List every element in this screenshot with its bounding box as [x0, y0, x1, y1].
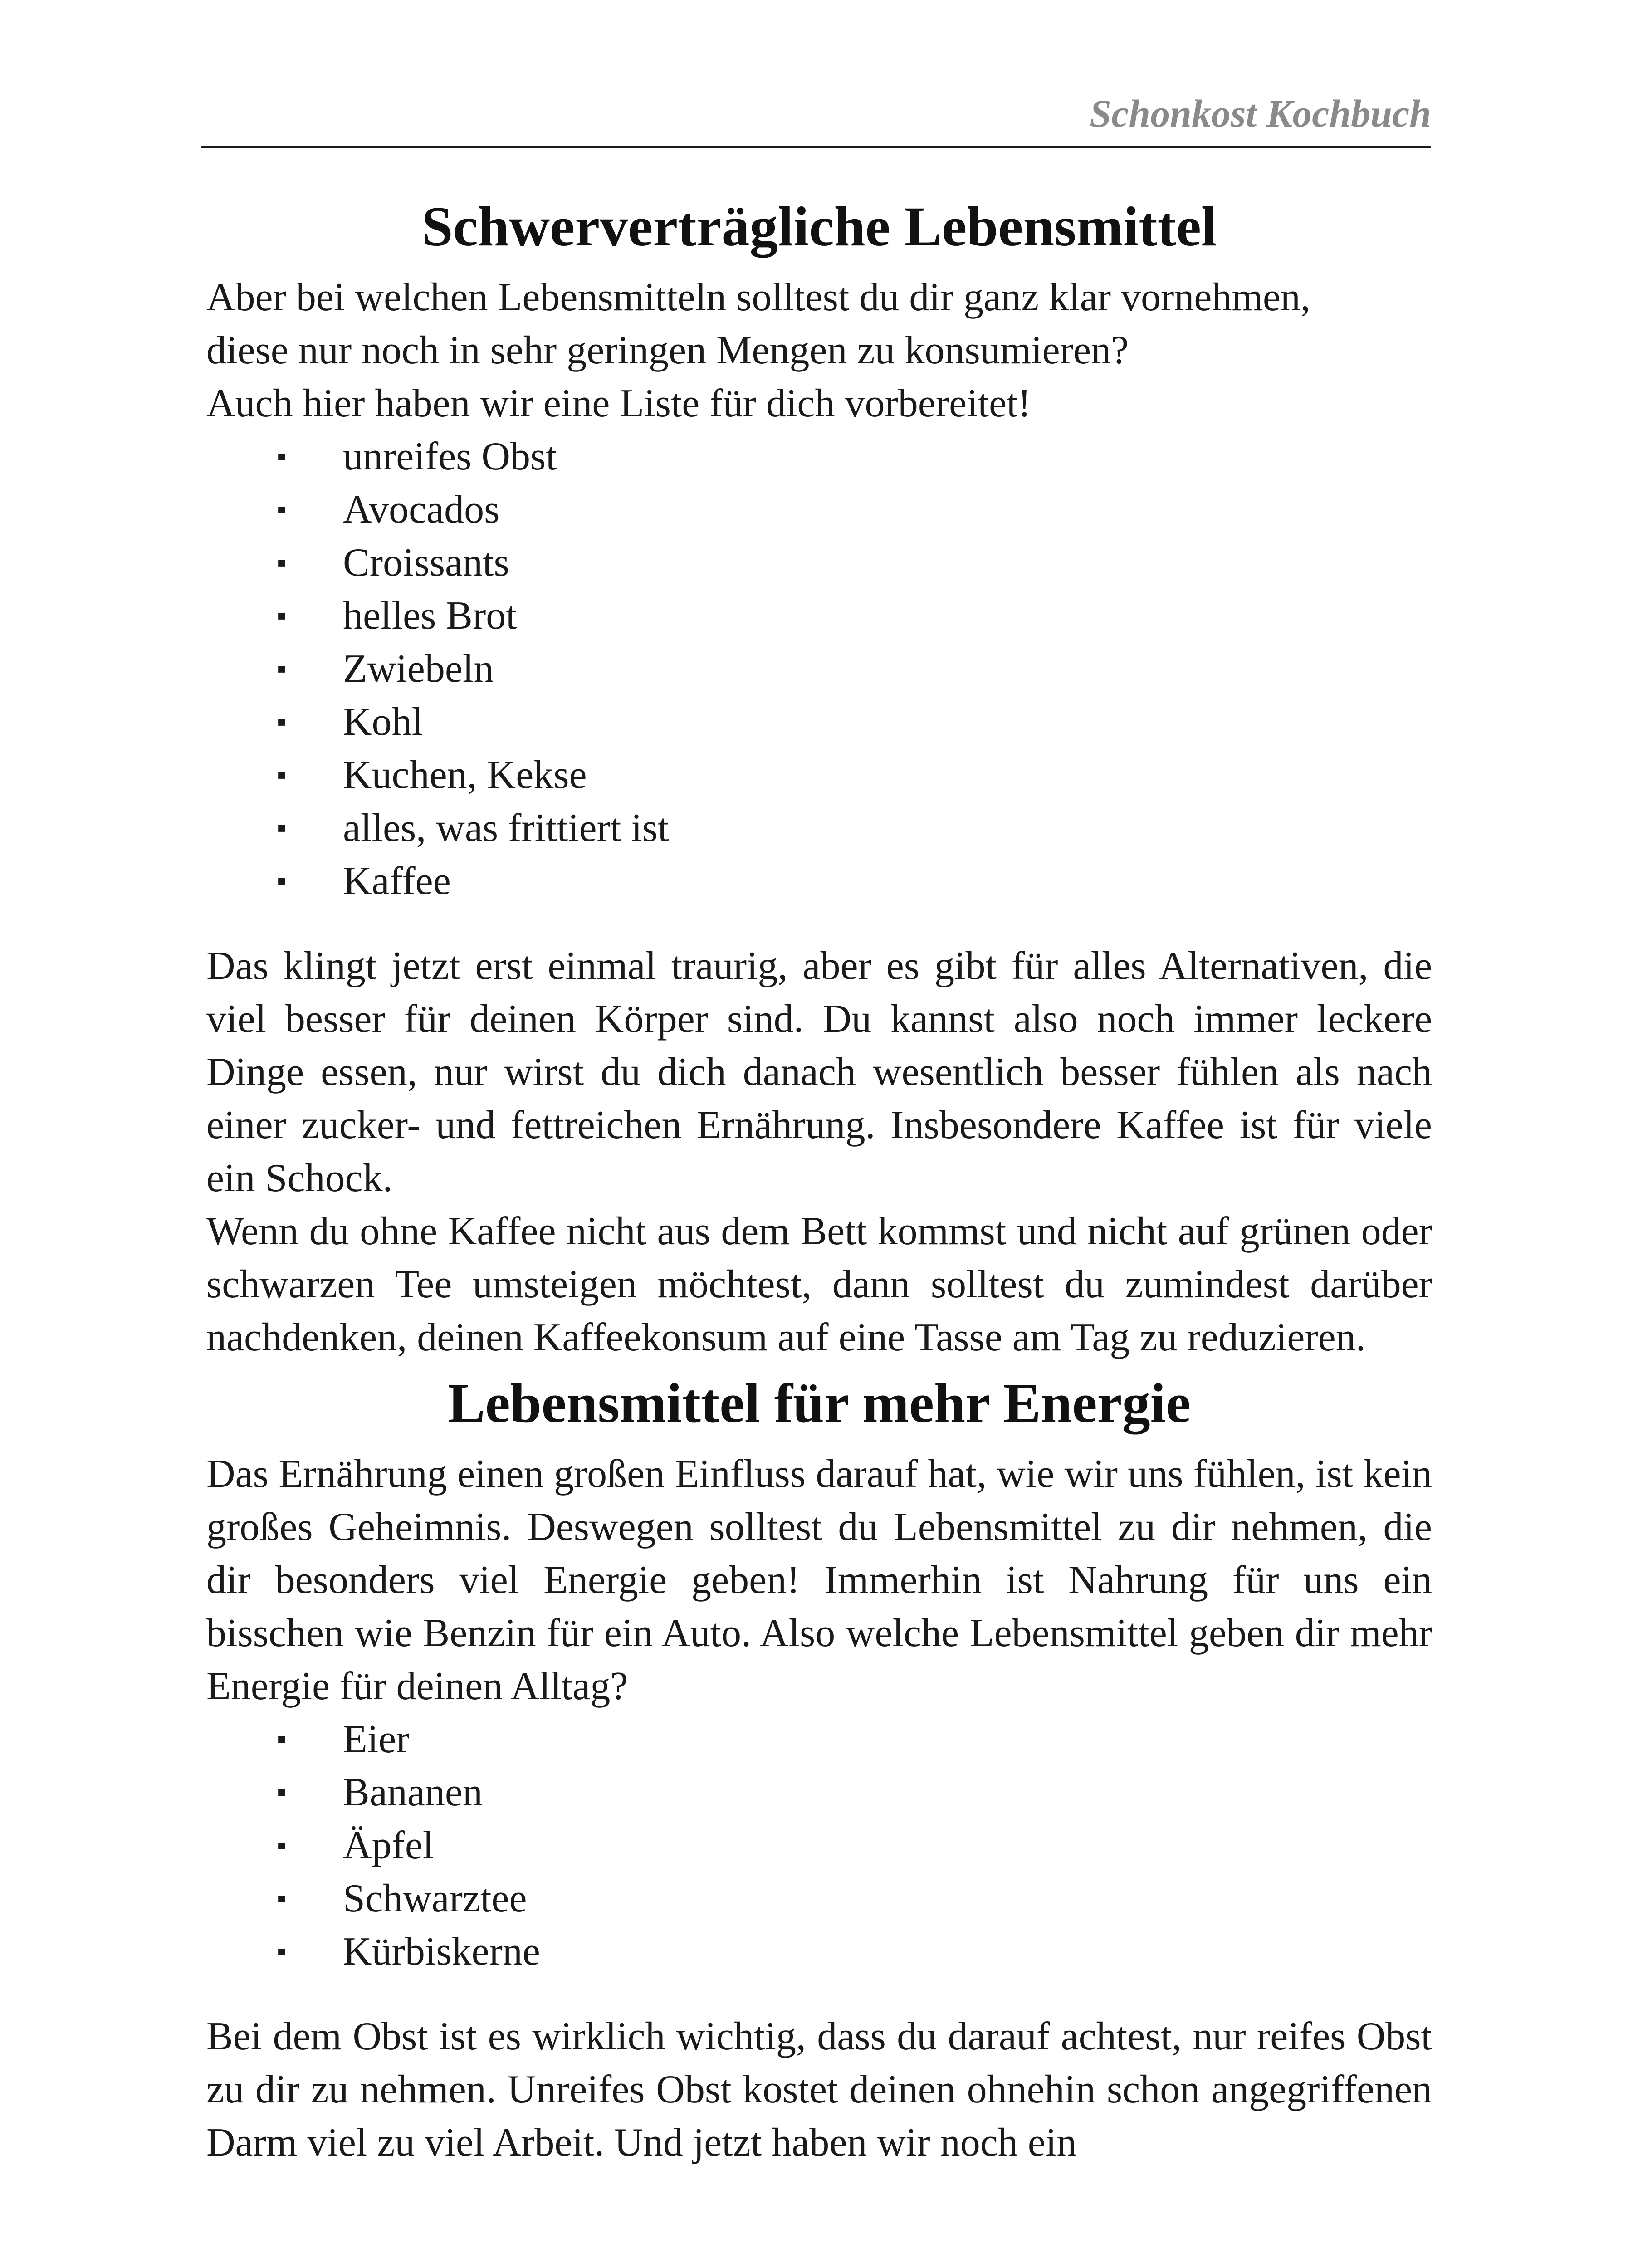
bullet-icon: ▪	[277, 601, 287, 631]
bullet-icon: ▪	[277, 494, 287, 524]
page-content	[206, 193, 1432, 2169]
intro-paragraph	[206, 271, 1432, 430]
list-item: ▪ Kohl	[277, 695, 1432, 748]
list-item: ▪ Kuchen, Kekse	[277, 748, 1432, 802]
list-item: ▪ unreifes Obst	[277, 430, 1432, 483]
list-item: ▪ alles, was frittiert ist	[277, 802, 1432, 855]
bullet-icon: ▪	[277, 1830, 287, 1860]
bullet-icon: ▪	[277, 760, 287, 790]
bullet-icon: ▪	[277, 547, 287, 577]
bullet-icon: ▪	[277, 813, 287, 843]
bullet-icon: ▪	[277, 866, 287, 896]
list-item: ▪ Kaffee	[277, 855, 1432, 908]
energy-foods-list	[206, 1713, 1432, 1978]
bullet-icon: ▪	[277, 1936, 287, 1966]
header-rule	[201, 146, 1431, 148]
body-paragraph-coffee: Wenn du ohne Kaffee nicht aus dem Bett kommst und nicht auf grünen oder schwarzen Tee umsteigen möchtest, dann solltest du zumindest darüber nachdenken, deinen Kaffeekonsum auf eine Tasse am Tag zu reduzieren.	[206, 1209, 1432, 1359]
list-item: ▪ Croissants	[277, 536, 1432, 589]
intro-line-3: Auch hier haben wir eine Liste für dich vorbereitet!	[206, 381, 1031, 425]
section-heading-energie: Lebensmittel für mehr Energie	[447, 1372, 1191, 1434]
list-item: ▪ Bananen	[277, 1766, 1432, 1819]
difficult-foods-list	[206, 430, 1432, 908]
list-item: ▪ Zwiebeln	[277, 642, 1432, 695]
list-item: ▪ Schwarztee	[277, 1872, 1432, 1925]
body-paragraph-energy-intro: Das Ernährung einen großen Einfluss darauf hat, wie wir uns fühlen, ist kein großes Geheimnis. Deswegen solltest du Lebensmittel zu dir nehmen, die dir besonders viel Energie geben! Immerhin ist Nahrung für uns ein bisschen wie Benzin für ein Auto. Also welche Lebensmittel geben dir mehr Energie für deinen Alltag?	[206, 1452, 1432, 1708]
list-item: ▪ Kürbiskerne	[277, 1925, 1432, 1978]
body-paragraph-alternatives: Das klingt jetzt erst einmal traurig, aber es gibt für alles Alternativen, die viel besser für deinen Körper sind. Du kannst also noch immer leckere Dinge essen, nur wirst du dich danach wesentlich besser fühlen als nach einer zucker- und fettreichen Ernährung. Insbesondere Kaffee ist für viele ein Schock.	[206, 944, 1432, 1200]
bullet-icon: ▪	[277, 441, 287, 471]
bullet-icon: ▪	[277, 654, 287, 684]
section-heading-schwervertraegliche: Schwerverträgliche Lebensmittel	[421, 196, 1217, 258]
running-header-title: Schonkost Kochbuch	[1090, 92, 1431, 135]
bullet-icon: ▪	[277, 707, 287, 737]
list-item: ▪ helles Brot	[277, 589, 1432, 642]
bullet-icon: ▪	[277, 1777, 287, 1807]
list-item: ▪ Äpfel	[277, 1819, 1432, 1872]
bullet-icon: ▪	[277, 1883, 287, 1913]
intro-line-2: diese nur noch in sehr geringen Mengen zu konsumieren?	[206, 328, 1129, 372]
list-item: ▪ Eier	[277, 1713, 1432, 1766]
intro-line-1: Aber bei welchen Lebensmitteln solltest du dir ganz klar vornehmen,	[206, 275, 1310, 319]
bullet-icon: ▪	[277, 1724, 287, 1754]
body-paragraph-ripe-fruit: Bei dem Obst ist es wirklich wichtig, dass du darauf achtest, nur reifes Obst zu dir zu nehmen. Unreifes Obst kostet deinen ohnehin schon angegriffenen Darm viel zu viel Arbeit. Und jetzt haben wir noch ein	[206, 2014, 1432, 2165]
list-item: ▪ Avocados	[277, 483, 1432, 536]
